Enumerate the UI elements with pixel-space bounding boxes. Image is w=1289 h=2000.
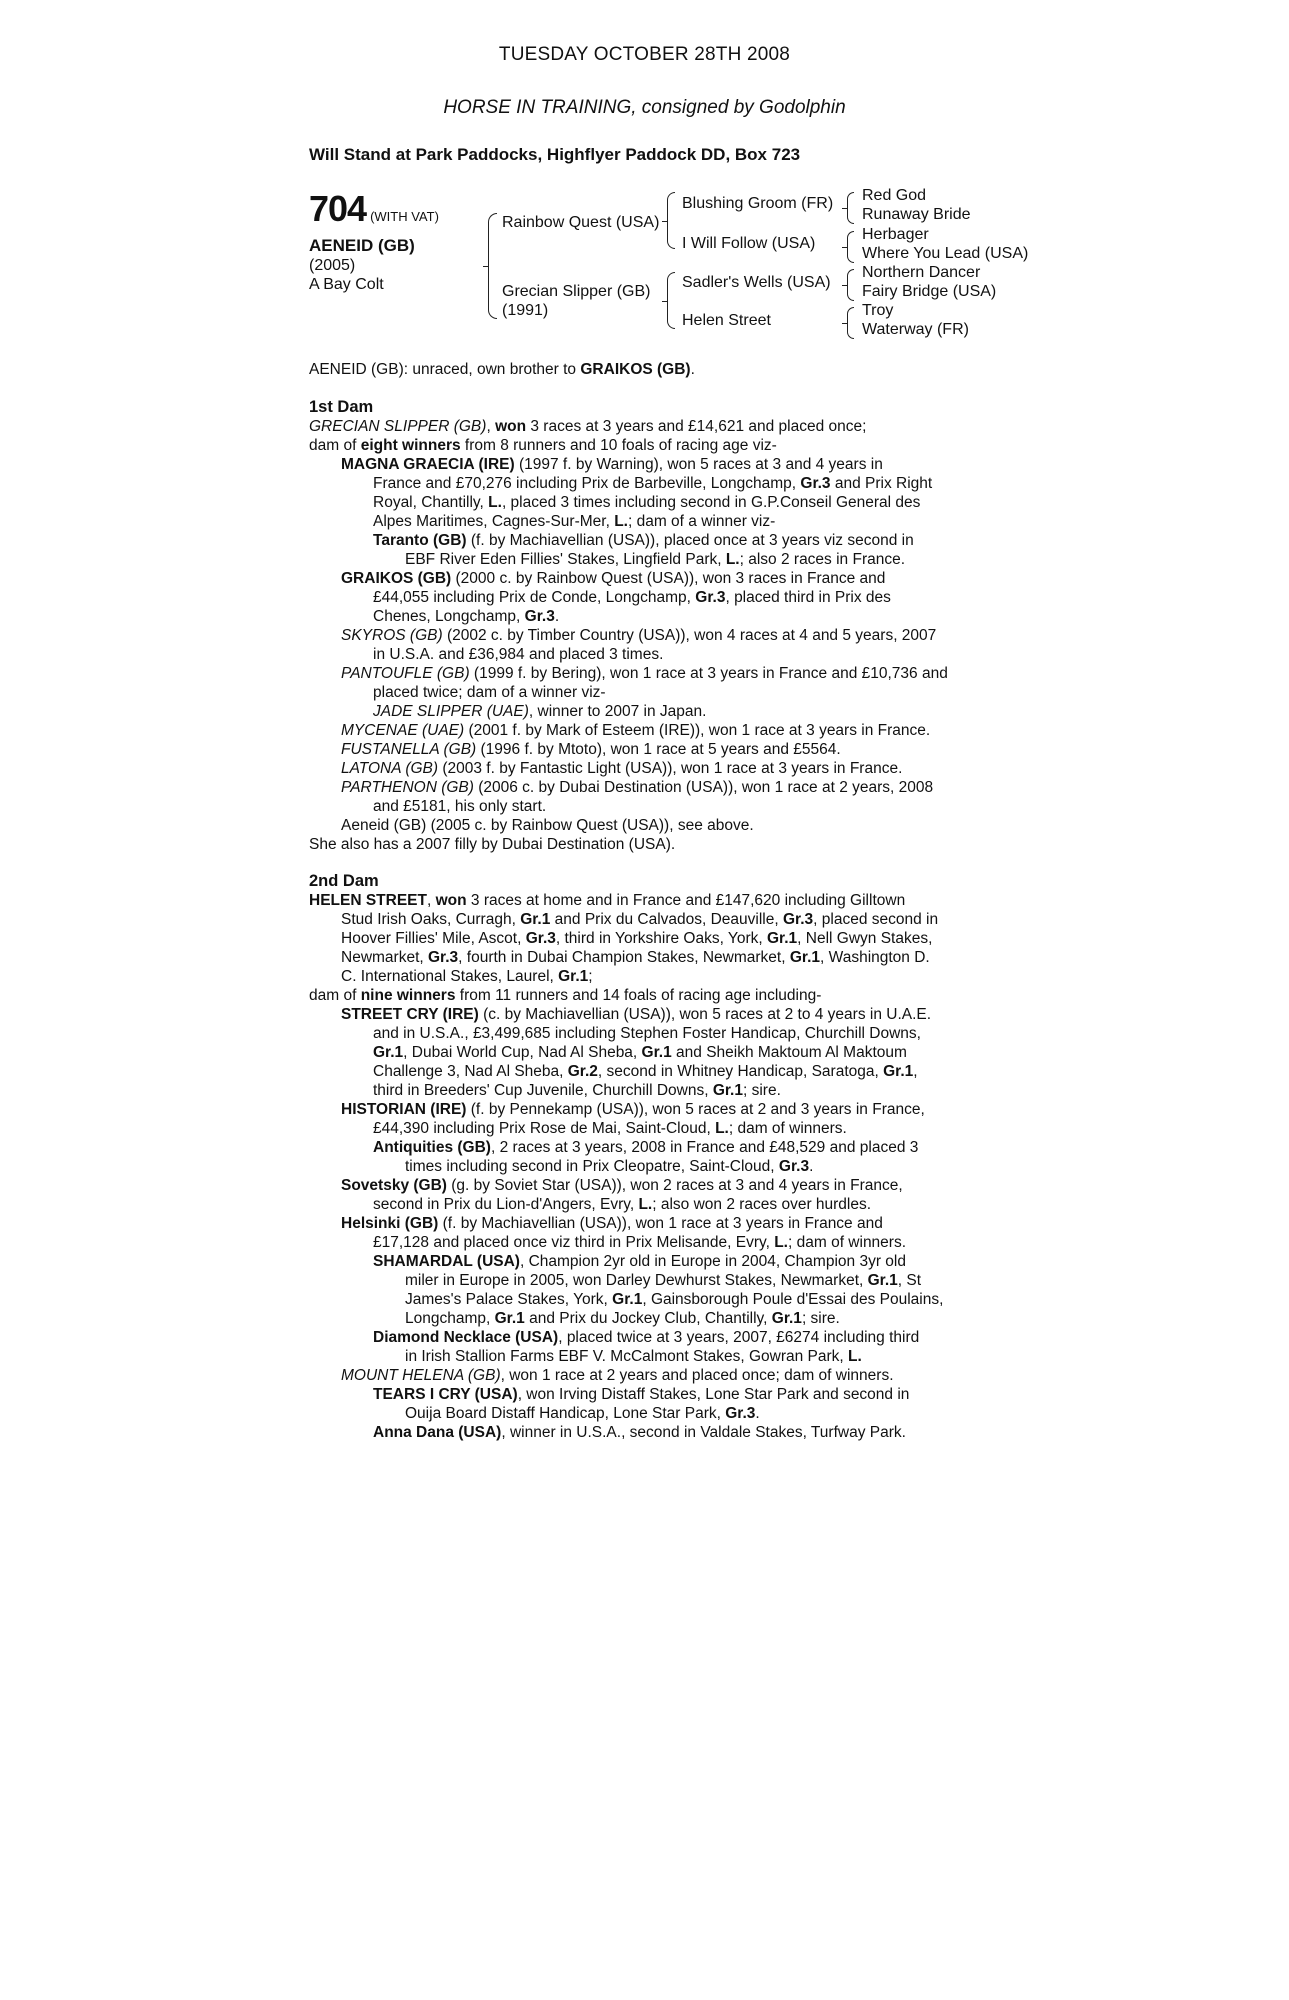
produce-historian: HISTORIAN (IRE) (f. by Pennekamp (USA)), won 5 races at 2 and 3 years in France, xyxy=(341,1101,925,1118)
horse-year: (2005) xyxy=(309,257,356,274)
g3-brace-2 xyxy=(847,231,854,263)
produce-pantoufle: PANTOUFLE (GB) (1999 f. by Bering), won 1 race at 3 years in France and £10,736 and xyxy=(341,665,948,682)
pedigree-dam-dam: Helen Street xyxy=(682,312,771,329)
pedigree-dam: Grecian Slipper (GB) xyxy=(502,283,651,300)
produce-parthenon: PARTHENON (GB) (2006 c. by Dubai Destination (USA)), won 1 race at 2 years, 2008 xyxy=(341,779,934,796)
stand-location: Will Stand at Park Paddocks, Highflyer Paddock DD, Box 723 xyxy=(309,145,801,164)
produce-street-cry-5: third in Breeders' Cup Juvenile, Churchill Downs, Gr.1; sire. xyxy=(373,1082,781,1099)
produce-antiquities: Antiquities (GB), 2 races at 3 years, 2008 in France and £48,529 and placed 3 xyxy=(373,1139,919,1156)
produce-shamardal-3: James's Palace Stakes, York, Gr.1, Gainsborough Poule d'Essai des Poulains, xyxy=(405,1291,944,1308)
pedigree-g3-1: Red God xyxy=(862,187,927,204)
second-dam-heading: 2nd Dam xyxy=(309,872,379,890)
vat-note: (WITH VAT) xyxy=(370,209,439,224)
pedigree-sire: Rainbow Quest (USA) xyxy=(502,214,660,231)
dam-line-brace xyxy=(667,272,675,329)
produce-mount-helena: MOUNT HELENA (GB), won 1 race at 2 years and placed once; dam of winners. xyxy=(341,1367,894,1384)
produce-anna-dana: Anna Dana (USA), winner in U.S.A., second in Valdale Stakes, Turfway Park. xyxy=(373,1424,906,1441)
produce-street-cry: STREET CRY (IRE) (c. by Machiavellian (USA)), won 5 races at 2 to 4 years in U.A.E. xyxy=(341,1006,932,1023)
second-dam-record-2: Stud Irish Oaks, Curragh, Gr.1 and Prix du Calvados, Deauville, Gr.3, placed second in xyxy=(341,911,939,928)
produce-sovetsky: Sovetsky (GB) (g. by Soviet Star (USA)), won 2 races at 3 and 4 years in France, xyxy=(341,1177,903,1194)
second-dam-record-3: Hoover Fillies' Mile, Ascot, Gr.3, third in Yorkshire Oaks, York, Gr.1, Nell Gwyn Stakes, xyxy=(341,930,933,947)
produce-parthenon-2: and £5181, his only start. xyxy=(373,798,547,815)
sire-dam-brace xyxy=(488,213,497,319)
second-dam-record-4: Newmarket, Gr.3, fourth in Dubai Champion Stakes, Newmarket, Gr.1, Washington D. xyxy=(341,949,930,966)
produce-magna-graecia-2: France and £70,276 including Prix de Barbeville, Longchamp, Gr.3 and Prix Right xyxy=(373,475,933,492)
produce-fustanella: FUSTANELLA (GB) (1996 f. by Mtoto), won 1 race at 5 years and £5564. xyxy=(341,741,841,758)
pedigree-g3-3: Herbager xyxy=(862,226,929,243)
pedigree-g3-4: Where You Lead (USA) xyxy=(862,245,1029,262)
produce-skyros-2: in U.S.A. and £36,984 and placed 3 times. xyxy=(373,646,664,663)
produce-skyros: SKYROS (GB) (2002 c. by Timber Country (USA)), won 4 races at 4 and 5 years, 2007 xyxy=(341,627,937,644)
produce-taranto-2: EBF River Eden Fillies' Stakes, Lingfield Park, L.; also 2 races in France. xyxy=(405,551,906,568)
pedigree-g3-8: Waterway (FR) xyxy=(862,321,969,338)
produce-taranto: Taranto (GB) (f. by Machiavellian (USA)), placed once at 3 years viz second in xyxy=(373,532,914,549)
horse-summary xyxy=(309,360,979,379)
produce-shamardal-2: miler in Europe in 2005, won Darley Dewhurst Stakes, Newmarket, Gr.1, St xyxy=(405,1272,922,1289)
produce-street-cry-2: and in U.S.A., £3,499,685 including Stephen Foster Handicap, Churchill Downs, xyxy=(373,1025,921,1042)
first-dam-heading: 1st Dam xyxy=(309,398,374,416)
produce-magna-graecia-4: Alpes Maritimes, Cagnes-Sur-Mer, L.; dam of a winner viz- xyxy=(373,513,776,530)
pedigree-g3-7: Troy xyxy=(862,302,894,319)
sale-date: TUESDAY OCTOBER 28TH 2008 xyxy=(498,44,791,65)
produce-filly-note: She also has a 2007 filly by Dubai Destination (USA). xyxy=(309,836,676,853)
produce-sovetsky-2: second in Prix du Lion-d'Angers, Evry, L.; also won 2 races over hurdles. xyxy=(373,1196,872,1213)
produce-shamardal-4: Longchamp, Gr.1 and Prix du Jockey Club, Chantilly, Gr.1; sire. xyxy=(405,1310,840,1327)
second-dam-record-5: C. International Stakes, Laurel, Gr.1; xyxy=(341,968,593,985)
produce-aeneid: Aeneid (GB) (2005 c. by Rainbow Quest (USA)), see above. xyxy=(341,817,754,834)
produce-mycenae: MYCENAE (UAE) (2001 f. by Mark of Esteem (IRE)), won 1 race at 3 years in France. xyxy=(341,722,931,739)
summary-text: AENEID (GB): unraced, own brother to xyxy=(309,361,581,378)
g3-brace-4 xyxy=(847,307,854,339)
produce-tears-i-cry: TEARS I CRY (USA), won Irving Distaff Stakes, Lone Star Park and second in xyxy=(373,1386,910,1403)
lot-number: 704 xyxy=(309,188,367,229)
horse-name: AENEID (GB) xyxy=(309,236,415,255)
produce-latona: LATONA (GB) (2003 f. by Fantastic Light (USA)), won 1 race at 3 years in France. xyxy=(341,760,903,777)
second-dam-produce: dam of nine winners from 11 runners and 14 foals of racing age including- xyxy=(309,987,822,1004)
produce-magna-graecia: MAGNA GRAECIA (IRE) (1997 f. by Warning), won 5 races at 3 and 4 years in xyxy=(341,456,883,473)
sire-line-brace xyxy=(667,192,675,249)
second-dam-section xyxy=(309,872,979,1442)
g3-brace-3 xyxy=(847,269,854,301)
consignment-line: HORSE IN TRAINING, consigned by Godolphin xyxy=(443,97,846,118)
summary-end: . xyxy=(690,361,695,378)
first-dam-produce: dam of eight winners from 8 runners and 10 foals of racing age viz- xyxy=(309,437,777,454)
produce-shamardal: SHAMARDAL (USA), Champion 2yr old in Europe in 2004, Champion 3yr old xyxy=(373,1253,906,1270)
produce-jade-slipper: JADE SLIPPER (UAE), winner to 2007 in Japan. xyxy=(373,703,707,720)
second-dam-record: HELEN STREET, won 3 races at home and in France and £147,620 including Gilltown xyxy=(309,892,906,909)
produce-pantoufle-2: placed twice; dam of a winner viz- xyxy=(373,684,606,701)
pedigree-g3-2: Runaway Bride xyxy=(862,206,971,223)
pedigree-g3-6: Fairy Bridge (USA) xyxy=(862,283,997,300)
produce-magna-graecia-3: Royal, Chantilly, L., placed 3 times including second in G.P.Conseil General des xyxy=(373,494,921,511)
produce-graikos-3: Chenes, Longchamp, Gr.3. xyxy=(373,608,560,625)
pedigree-sire-sire: Blushing Groom (FR) xyxy=(682,195,834,212)
produce-street-cry-3: Gr.1, Dubai World Cup, Nad Al Sheba, Gr.1 and Sheikh Maktoum Al Maktoum xyxy=(373,1044,907,1061)
produce-street-cry-4: Challenge 3, Nad Al Sheba, Gr.2, second in Whitney Handicap, Saratoga, Gr.1, xyxy=(373,1063,918,1080)
pedigree-dam-year: (1991) xyxy=(502,302,549,319)
pedigree-g3-5: Northern Dancer xyxy=(862,264,981,281)
horse-description: A Bay Colt xyxy=(309,276,384,293)
produce-diamond-necklace: Diamond Necklace (USA), placed twice at 3 years, 2007, £6274 including third xyxy=(373,1329,920,1346)
lot-heading xyxy=(309,188,439,230)
g3-brace-1 xyxy=(847,192,854,224)
pedigree-sire-dam: I Will Follow (USA) xyxy=(682,235,816,252)
produce-historian-2: £44,390 including Prix Rose de Mai, Saint-Cloud, L.; dam of winners. xyxy=(373,1120,847,1137)
summary-sibling: GRAIKOS (GB) xyxy=(580,361,691,378)
first-dam-record: GRECIAN SLIPPER (GB), won 3 races at 3 years and £14,621 and placed once; xyxy=(309,418,867,435)
produce-tears-i-cry-2: Ouija Board Distaff Handicap, Lone Star Park, Gr.3. xyxy=(405,1405,760,1422)
first-dam-section xyxy=(309,398,979,854)
produce-graikos-2: £44,055 including Prix de Conde, Longchamp, Gr.3, placed third in Prix des xyxy=(373,589,891,606)
produce-antiquities-2: times including second in Prix Cleopatre, Saint-Cloud, Gr.3. xyxy=(405,1158,814,1175)
produce-helsinki: Helsinki (GB) (f. by Machiavellian (USA)), won 1 race at 3 years in France and xyxy=(341,1215,883,1232)
produce-diamond-necklace-2: in Irish Stallion Farms EBF V. McCalmont Stakes, Gowran Park, L. xyxy=(405,1348,862,1365)
produce-helsinki-2: £17,128 and placed once viz third in Prix Melisande, Evry, L.; dam of winners. xyxy=(373,1234,907,1251)
pedigree-dam-sire: Sadler's Wells (USA) xyxy=(682,274,831,291)
produce-graikos: GRAIKOS (GB) (2000 c. by Rainbow Quest (USA)), won 3 races in France and xyxy=(341,570,886,587)
